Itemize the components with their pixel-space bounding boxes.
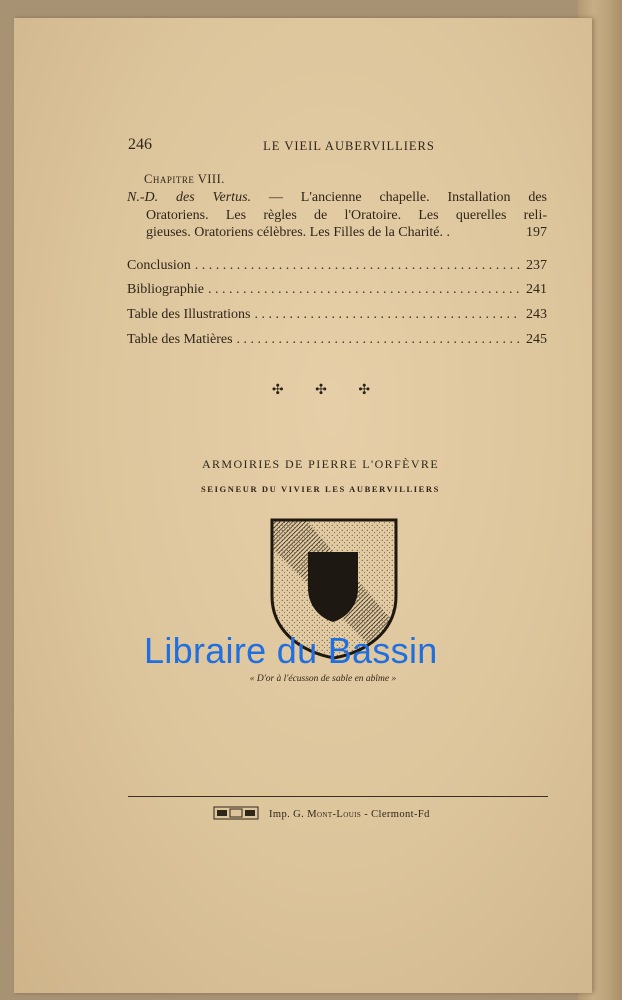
- arms-subtitle: SEIGNEUR DU VIVIER LES AUBERVILLIERS: [200, 484, 440, 494]
- printer-mark-icon: [213, 806, 259, 820]
- toc-row: [127, 307, 547, 323]
- chapter-title: N.-D. des Vertus.: [127, 190, 252, 205]
- printer-imprint: [269, 809, 430, 820]
- toc-page: 237: [526, 258, 547, 273]
- page-number: 246: [128, 136, 152, 153]
- watermark-text: Libraire du Bassin: [144, 630, 438, 671]
- dot-leader: [208, 282, 521, 298]
- footer-rule: [128, 796, 548, 797]
- book-page: [14, 18, 592, 993]
- fleuron-ornament: ✣ ✣ ✣: [271, 383, 385, 398]
- chapter-entry: [127, 189, 547, 242]
- dot-leader: [237, 332, 521, 348]
- chapter-entry-line-1: [127, 189, 547, 207]
- chapter-line-1-text: — L'ancienne chapelle. Installation des: [251, 190, 547, 205]
- dot-leader: [254, 307, 521, 323]
- chapter-page: 197: [526, 225, 547, 240]
- arms-caption: « D'or à l'écusson de sable en abîme »: [249, 674, 397, 684]
- toc-page: 245: [526, 332, 547, 347]
- toc-label: Table des Illustrations: [127, 307, 251, 322]
- toc-page: 241: [526, 282, 547, 297]
- chapter-heading: Chapitre VIII.: [144, 172, 225, 186]
- chapter-entry-line-2: Oratoriens. Les règles de l'Oratoire. Les querelles reli-: [146, 207, 547, 223]
- toc-row: [127, 282, 547, 298]
- running-header: LE VIEIL AUBERVILLIERS: [263, 139, 435, 153]
- toc-page: 243: [526, 307, 547, 322]
- toc-row: [127, 258, 547, 274]
- chapter-line-3-text: gieuses. Oratoriens célèbres. Les Filles de la Charité. .: [146, 225, 451, 240]
- toc-row: [127, 332, 547, 348]
- toc-label: Conclusion: [127, 258, 191, 273]
- imprint-prefix: Imp. G.: [269, 809, 308, 820]
- arms-title: ARMOIRIES DE PIERRE L'ORFÈVRE: [201, 457, 440, 471]
- imprint-name: Mont-Louis: [307, 809, 362, 820]
- dot-leader: [195, 258, 521, 274]
- chapter-entry-line-3: [127, 224, 547, 242]
- toc-label: Bibliographie: [127, 282, 204, 297]
- toc-label: Table des Matières: [127, 332, 233, 347]
- imprint-suffix: - Clermont-Fd: [361, 809, 430, 820]
